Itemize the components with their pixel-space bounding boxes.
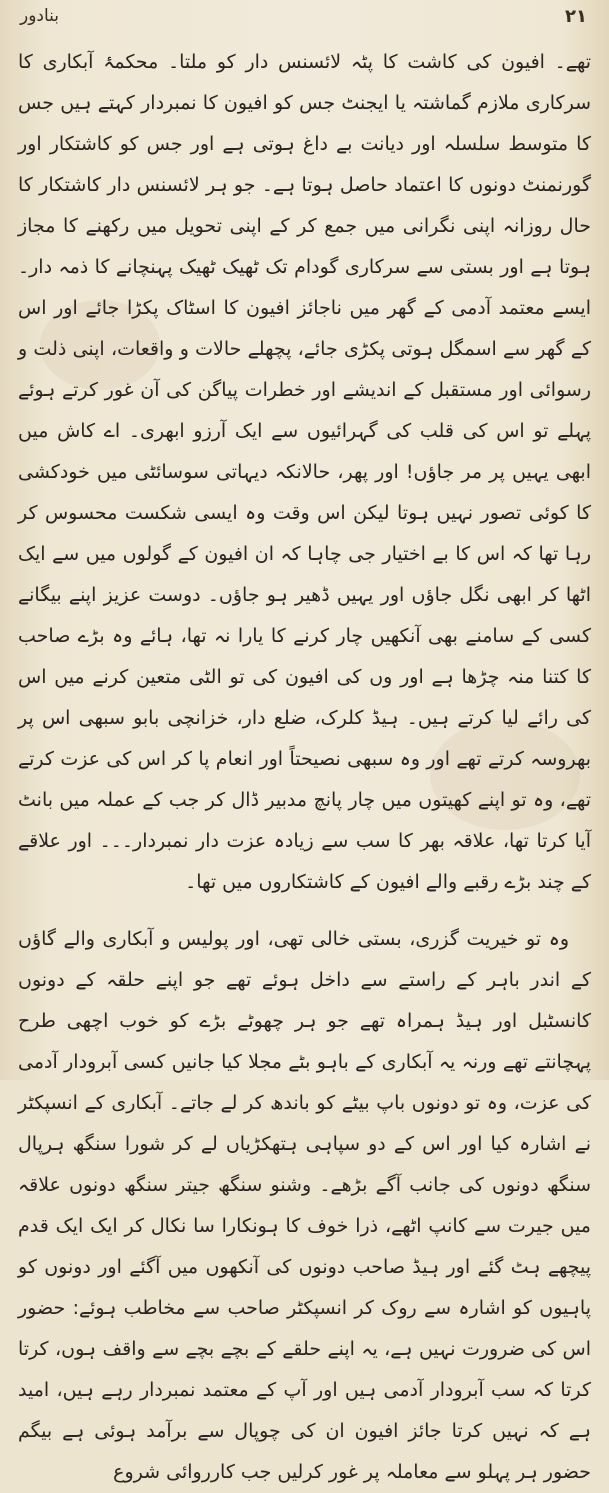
- running-title: بنادور: [20, 6, 60, 26]
- page-number: ۲۱: [565, 6, 587, 27]
- paragraph: وہ تو خیریت گزری، بستی خالی تھی، اور پولیس و آبکاری والے گاؤں کے اندر باہر کے راستے سے داخل ہوئے تھے جو اپنے حلقہ کے دونوں کانسٹبل اور ہیڈ ہمراہ تھے جو ہر چھوٹے بڑے کو خوب اچھی طرح پہچانتے تھے ورنہ یہ آبکاری کے باہو بٹے مجلا کیا جانیں کسی آبرودار آدمی کی عزت، وہ تو دونوں باپ بیٹے کو باندھ کر لے جاتے۔ آبکاری کے انسپکٹر نے اشارہ کیا اور اس کے دو سپاہی ہتھکڑیاں لے کر شورا سنگھ ہرپال سنگھ دونوں کی جانب آگے بڑھے۔ وشنو سنگھ جیتر سنگھ دونوں علاقہ میں جیرت سے کانپ اٹھے، ذرا خوف کا ہونکارا سا نکال کر ایک ایک قدم پیچھے ہٹ گئے اور ہیڈ صاحب دونوں کی آنکھوں میں آگئے اور دونوں کو پاہیوں کو اشارہ سے روک کر انسپکٹر صاحب سے مخاطب ہوئے: حضور اس کی ضرورت نہیں ہے، یہ اپنے حلقے کے بچے بچے سے واقف ہوں، کرتا کرتا کہ سب آبرودار آدمی ہیں اور آپ کے معتمد نمبردار رہے ہیں، امید ہے کہ نہیں کرتا جائز افیون ان کی چوپال سے برآمد ہوئی ہے بیگم حضور ہر پہلو سے معاملہ پر غور کرلیں جب کارروائی شروع: [18, 928, 591, 1483]
- paragraph: تھے۔ افیون کی کاشت کا پٹہ لائسنس دار کو ملتا۔ محکمۂ آبکاری کا سرکاری ملازم گماشتہ یا ایجنٹ جس کو افیون کا نمبردار کہتے ہیں جس کا متوسط سلسلہ اور دیانت بے داغ ہوتی ہے اور جس کو کاشتکار اور گورنمنٹ دونوں کا اعتماد حاصل ہوتا ہے۔ جو ہر لائسنس دار کاشتکار کا حال روزانہ اپنی نگرانی میں جمع کر کے اپنی تحویل میں رکھنے کا مجاز ہوتا ہے اور بستی سے سرکاری گودام تک ٹھیک ٹھیک پہنچانے کا ذمہ دار۔ ایسے معتمد آدمی کے گھر میں ناجائز افیون کا اسٹاک پکڑا جائے اور اس کے گھر سے اسمگل ہوتی پکڑی جائے، پچھلے حالات و واقعات، اپنی ذلت و رسوائی اور مستقبل کے اندیشے اور خطرات پیاگن کی آن غور کرتے ہوئے پہلے تو اس کی قلب کی گہرائیوں سے ایک آرزو ابھری۔ اے کاش میں ابھی یہیں پر مر جاؤں! اور پھر، حالانکہ دیہاتی سوسائٹی میں خودکشی کا کوئی تصور نہیں ہوتا لیکن اس وقت وہ ایسی شکست محسوس کر رہا تھا کہ اس کا بے اختیار جی چاہا کہ ان افیون کے گولوں میں سے ایک اٹھا کر ابھی نگل جاؤں اور یہیں ڈھیر ہو جاؤں۔ دوست عزیز اپنے بیگانے کسی کے سامنے بھی آنکھیں چار کرنے کا یارا نہ تھا، ہائے وہ بڑے صاحب کا کتنا منہ چڑھا ہے اور وں کی افیون کی تو الٹی متعین کرنے میں اس کی رائے لیا کرتے ہیں۔ ہیڈ کلرک، ضلع دار، خزانچی بابو سبھی اس پر بھروسہ کرتے تھے اور وہ سبھی نصیحتاً اور انعام پا کر اس کی عزت کرتے تھے، وہ تو اپنے کھیتوں میں چار پانچ مدبیر ڈال کر جب کے عملہ میں بانٹ آیا کرتا تھا، علاقہ بھر کا سب سے زیادہ عزت دار نمبردار۔۔۔ اور علاقے کے چند بڑے رقبے والے افیون کے کاشتکاروں میں تھا۔: [18, 51, 591, 893]
- body-text: [18, 42, 591, 1493]
- page-header: [20, 6, 587, 32]
